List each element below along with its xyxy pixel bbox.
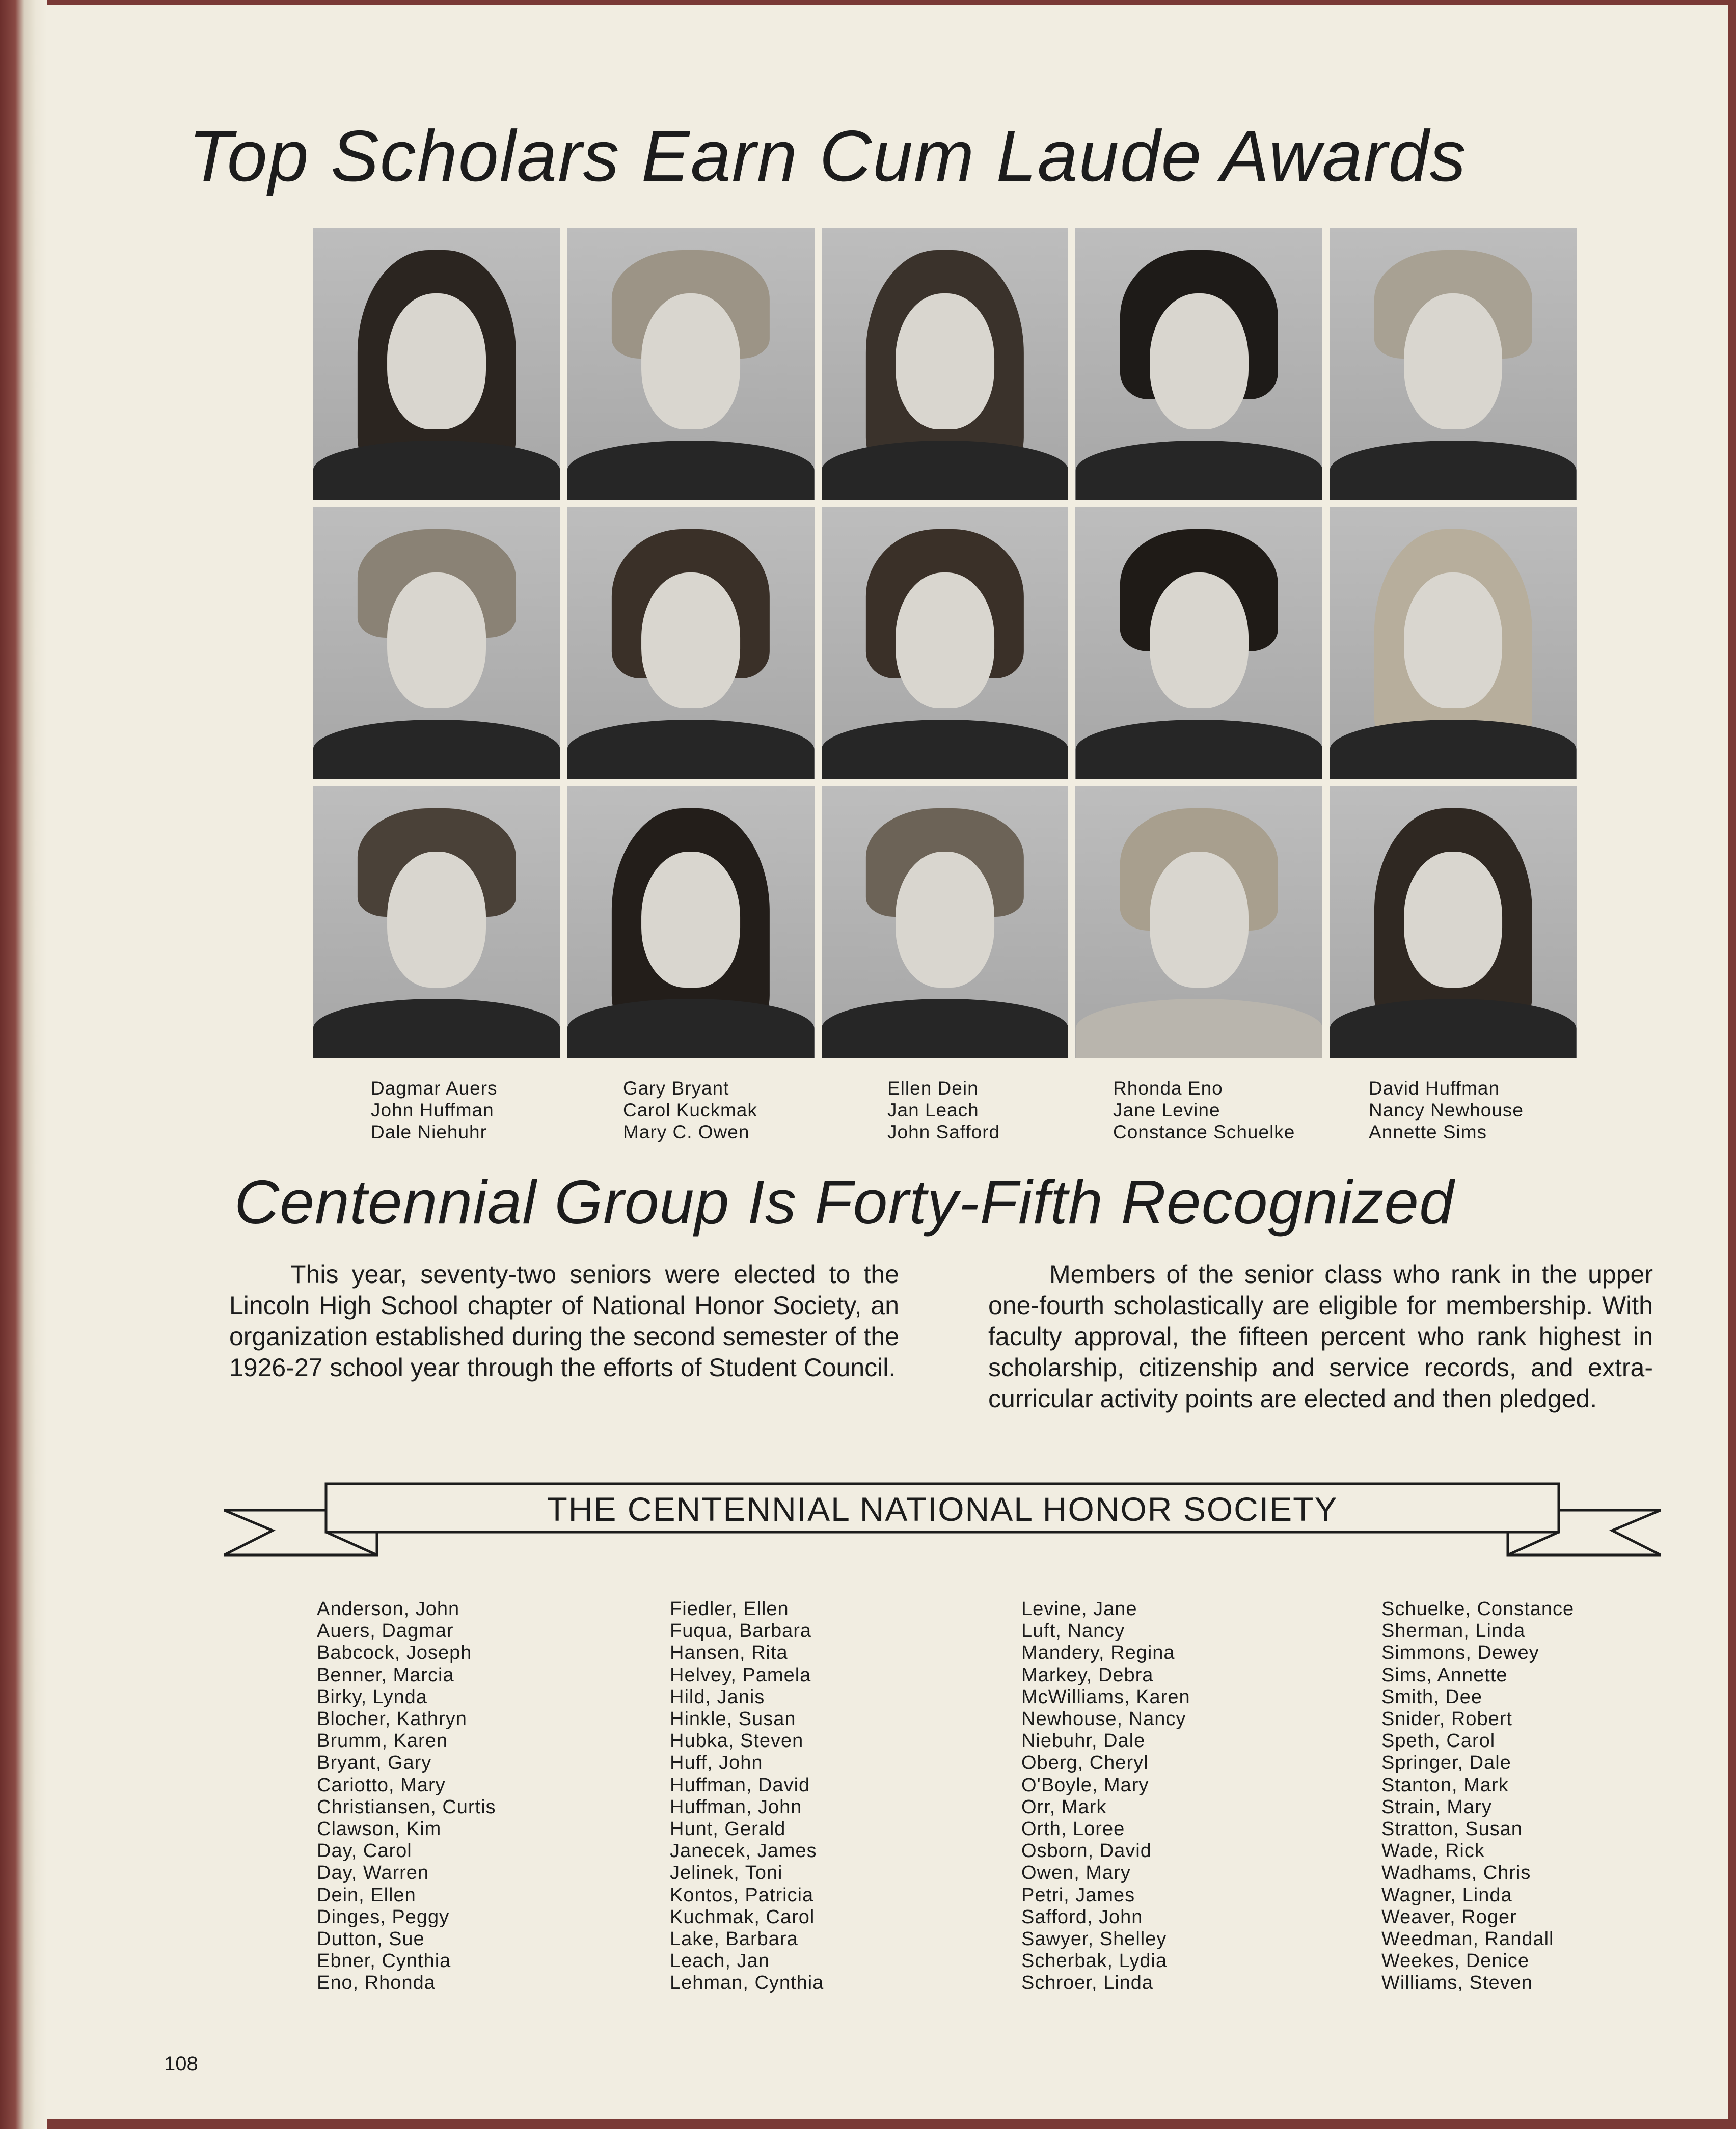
caption-name: Dagmar Auers (371, 1078, 498, 1099)
member-name: Safford, John (1021, 1906, 1143, 1928)
caption-name: John Safford (887, 1122, 1000, 1142)
member-name: Niebuhr, Dale (1021, 1730, 1146, 1752)
member-name: Strain, Mary (1381, 1796, 1492, 1818)
portrait-photo (1330, 786, 1577, 1058)
member-name: Weaver, Roger (1381, 1906, 1517, 1928)
page-title: Top Scholars Earn Cum Laude Awards (188, 116, 1467, 197)
member-name: Smith, Dee (1381, 1686, 1482, 1708)
member-name: Benner, Marcia (317, 1664, 454, 1686)
member-name: Bryant, Gary (317, 1752, 432, 1774)
member-name: Stanton, Mark (1381, 1774, 1509, 1796)
member-name: Dinges, Peggy (317, 1906, 450, 1928)
member-name: Huff, John (670, 1752, 763, 1774)
member-name: Levine, Jane (1021, 1598, 1137, 1620)
member-name: Fiedler, Ellen (670, 1598, 789, 1620)
page-number: 108 (164, 2053, 198, 2075)
member-name: Day, Warren (317, 1862, 429, 1884)
book-binding (0, 0, 47, 2129)
caption-name: Carol Kuckmak (623, 1100, 757, 1121)
caption-name: Mary C. Owen (623, 1122, 750, 1142)
caption-column (887, 1077, 1000, 1143)
member-name: Oberg, Cheryl (1021, 1752, 1149, 1774)
member-name: Blocher, Kathryn (317, 1708, 467, 1730)
caption-name: David Huffman (1369, 1078, 1500, 1099)
member-name: Speth, Carol (1381, 1730, 1496, 1752)
portrait-photo (1075, 507, 1322, 779)
member-name: Lake, Barbara (670, 1928, 798, 1950)
portrait-photo (567, 507, 815, 779)
portrait-photo (822, 507, 1069, 779)
member-name: Anderson, John (317, 1598, 460, 1620)
member-name: Wade, Rick (1381, 1840, 1485, 1862)
member-name: Janecek, James (670, 1840, 817, 1862)
member-name: Wagner, Linda (1381, 1884, 1512, 1906)
member-name: Day, Carol (317, 1840, 412, 1862)
member-name: Fuqua, Barbara (670, 1620, 812, 1642)
roster-column (317, 1598, 496, 1995)
member-name: Hinkle, Susan (670, 1708, 796, 1730)
member-name: Helvey, Pamela (670, 1664, 811, 1686)
member-name: Sherman, Linda (1381, 1620, 1526, 1642)
ribbon-banner (224, 1480, 1661, 1564)
portrait-photo (822, 786, 1069, 1058)
member-name: Kuchmak, Carol (670, 1906, 815, 1928)
member-name: Springer, Dale (1381, 1752, 1511, 1774)
caption-name: Dale Niehuhr (371, 1122, 487, 1142)
member-name: Stratton, Susan (1381, 1818, 1523, 1840)
member-name: Babcock, Joseph (317, 1642, 472, 1664)
member-name: Orth, Loree (1021, 1818, 1125, 1840)
member-name: Huffman, John (670, 1796, 802, 1818)
member-name: Snider, Robert (1381, 1708, 1512, 1730)
roster-column (1381, 1598, 1574, 1995)
portrait-photo (313, 786, 560, 1058)
member-name: Petri, James (1021, 1884, 1135, 1906)
banner-title: THE CENTENNIAL NATIONAL HONOR SOCIETY (547, 1490, 1338, 1528)
member-name: Jelinek, Toni (670, 1862, 783, 1884)
member-name: Osborn, David (1021, 1840, 1152, 1862)
caption-name: Jane Levine (1113, 1100, 1220, 1121)
member-name: Luft, Nancy (1021, 1620, 1125, 1642)
caption-column (1369, 1077, 1524, 1143)
portrait-photo (567, 228, 815, 500)
member-name: Hansen, Rita (670, 1642, 788, 1664)
portrait-photo (1330, 228, 1577, 500)
member-name: Leach, Jan (670, 1950, 770, 1972)
member-name: Scherbak, Lydia (1021, 1950, 1168, 1972)
portrait-photo (1075, 786, 1322, 1058)
member-name: Hubka, Steven (670, 1730, 804, 1752)
caption-column (623, 1077, 757, 1143)
member-name: Wadhams, Chris (1381, 1862, 1531, 1884)
eligibility-paragraph: Members of the senior class who rank in the upper one-fourth scholastically are eligible for membership. With faculty approval, the fifteen percent who rank highest in scholarship, citizenship and service records, and extra-curricular activity points are elected and then pledged. (988, 1260, 1653, 1413)
member-name: Weedman, Randall (1381, 1928, 1554, 1950)
member-name: Schroer, Linda (1021, 1972, 1154, 1994)
member-name: Mandery, Regina (1021, 1642, 1175, 1664)
caption-name: Rhonda Eno (1113, 1078, 1223, 1099)
member-name: McWilliams, Karen (1021, 1686, 1190, 1708)
caption-name: John Huffman (371, 1100, 494, 1121)
member-name: Ebner, Cynthia (317, 1950, 451, 1972)
caption-name: Ellen Dein (887, 1078, 979, 1099)
section-heading: Centennial Group Is Forty-Fifth Recognized (234, 1167, 1454, 1237)
member-name: Newhouse, Nancy (1021, 1708, 1186, 1730)
member-name: Dein, Ellen (317, 1884, 416, 1906)
member-name: Weekes, Denice (1381, 1950, 1529, 1972)
caption-name: Jan Leach (887, 1100, 979, 1121)
caption-column (1113, 1077, 1295, 1143)
member-name: Sims, Annette (1381, 1664, 1508, 1686)
caption-name: Gary Bryant (623, 1078, 729, 1099)
member-name: Christiansen, Curtis (317, 1796, 496, 1818)
member-name: Simmons, Dewey (1381, 1642, 1539, 1664)
member-name: Sawyer, Shelley (1021, 1928, 1167, 1950)
member-name: Brumm, Karen (317, 1730, 448, 1752)
member-name: Schuelke, Constance (1381, 1598, 1575, 1620)
portrait-photo (1330, 507, 1577, 779)
portrait-photo (567, 786, 815, 1058)
member-name: Cariotto, Mary (317, 1774, 446, 1796)
member-name: Markey, Debra (1021, 1664, 1154, 1686)
member-name: Lehman, Cynthia (670, 1972, 824, 1994)
portrait-photo (822, 228, 1069, 500)
member-name: Dutton, Sue (317, 1928, 425, 1950)
portrait-grid (313, 228, 1577, 1058)
member-name: Kontos, Patricia (670, 1884, 814, 1906)
member-name: Hild, Janis (670, 1686, 765, 1708)
caption-column (371, 1077, 498, 1143)
member-name: Williams, Steven (1381, 1972, 1533, 1994)
member-name: Orr, Mark (1021, 1796, 1107, 1818)
member-name: Birky, Lynda (317, 1686, 427, 1708)
portrait-photo (313, 507, 560, 779)
roster-column (1021, 1598, 1190, 1995)
member-name: Eno, Rhonda (317, 1972, 436, 1994)
member-name: Hunt, Gerald (670, 1818, 786, 1840)
portrait-photo (1075, 228, 1322, 500)
caption-name: Constance Schuelke (1113, 1122, 1295, 1142)
roster-column (670, 1598, 824, 1995)
member-name: Owen, Mary (1021, 1862, 1131, 1884)
caption-name: Annette Sims (1369, 1122, 1487, 1142)
member-name: Auers, Dagmar (317, 1620, 454, 1642)
intro-paragraph: This year, seventy-two seniors were elected to the Lincoln High School chapter of National Honor Society, an organization established during the second semester of the 1926-27 school year through the efforts of Student Council. (229, 1260, 899, 1382)
member-name: Clawson, Kim (317, 1818, 442, 1840)
member-name: Huffman, David (670, 1774, 810, 1796)
portrait-captions (313, 1077, 1577, 1149)
caption-name: Nancy Newhouse (1369, 1100, 1524, 1121)
member-name: O'Boyle, Mary (1021, 1774, 1149, 1796)
portrait-photo (313, 228, 560, 500)
